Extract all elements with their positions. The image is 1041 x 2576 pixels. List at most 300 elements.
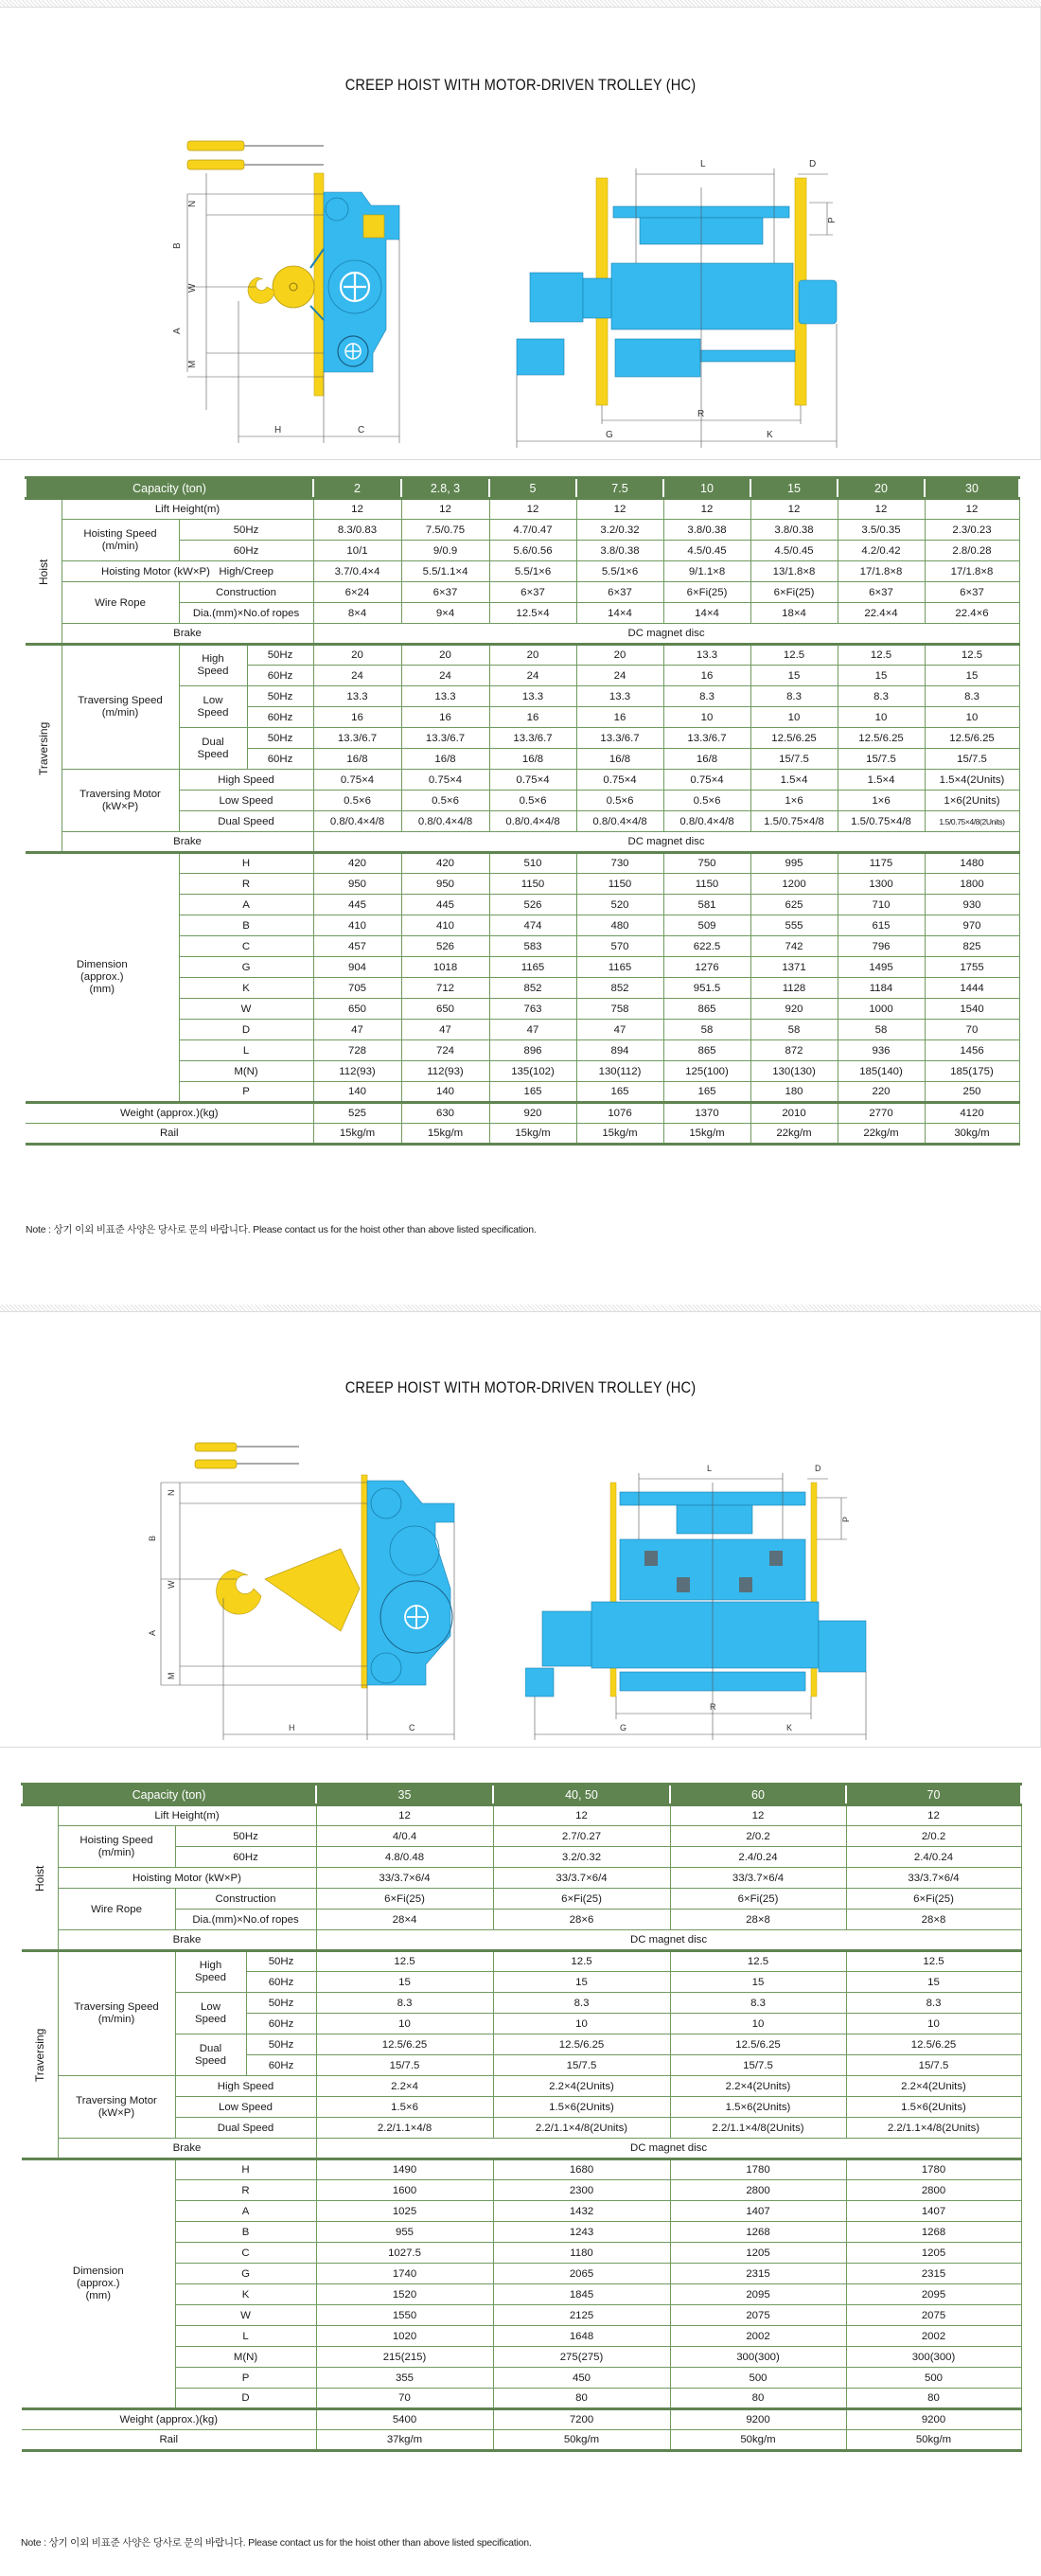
value-cell: 80: [493, 2389, 670, 2409]
value-cell: 14×4: [576, 603, 663, 624]
dim-label-n: N: [187, 200, 198, 207]
value-cell: 1076: [576, 1103, 663, 1124]
row-motor-high: [26, 770, 1019, 791]
capacity-header-row: [22, 1785, 1021, 1805]
dimension-key: B: [179, 915, 313, 936]
sub-label-line: Speed: [195, 1972, 226, 1983]
sub-label: [179, 645, 247, 686]
value-cell: 936: [838, 1040, 925, 1061]
dim-label-m: M: [167, 1672, 176, 1679]
value-cell: 13.3/6.7: [313, 728, 401, 749]
value-cell: 3.5/0.35: [838, 520, 925, 541]
dimension-key: D: [179, 1020, 313, 1040]
value-cell: 24: [401, 666, 489, 686]
value-cell: 15/7.5: [750, 749, 838, 770]
dimension-key: A: [179, 895, 313, 915]
value-cell: 920: [750, 999, 838, 1020]
value-cell: 0.5×6: [489, 791, 576, 811]
value-cell: 165: [576, 1082, 663, 1103]
value-cell: 5.5/1×6: [489, 561, 576, 582]
value-cell: 951.5: [663, 978, 750, 999]
value-cell: 12: [670, 1805, 846, 1826]
value-cell: 2065: [493, 2264, 670, 2284]
dim-label-r: R: [697, 409, 705, 419]
row-label-line: Hoisting Speed: [83, 527, 157, 540]
value-cell: 300(300): [670, 2347, 846, 2368]
value-cell: 215(215): [316, 2347, 493, 2368]
value-cell: 10: [838, 707, 925, 728]
dim-label-h: H: [274, 425, 282, 435]
capacity-col: 2.8, 3: [401, 478, 489, 499]
hook-block: [273, 266, 314, 308]
sub-label: [175, 1951, 246, 1993]
value-cell: 712: [401, 978, 489, 999]
value-cell: 12: [750, 499, 838, 520]
value-cell: 920: [489, 1103, 576, 1124]
value-cell: 12.5: [925, 645, 1019, 666]
value-cell: 728: [313, 1040, 401, 1061]
dim-label-a: A: [172, 328, 183, 334]
value-cell: 825: [925, 936, 1019, 957]
value-cell: 12: [313, 499, 401, 520]
value-cell: 0.75×4: [663, 770, 750, 791]
value-cell: 2075: [846, 2305, 1021, 2326]
value-cell: 13.3/6.7: [489, 728, 576, 749]
value-cell: 1648: [493, 2326, 670, 2347]
value-cell: 16: [489, 707, 576, 728]
value-cell: 6×Fi(25): [663, 582, 750, 603]
row-trav-high-50: [22, 1951, 1021, 1972]
dimension-key: W: [175, 2305, 316, 2326]
dimension-key: K: [179, 978, 313, 999]
value-cell: 125(100): [663, 1061, 750, 1082]
value-cell: 12.5/6.25: [838, 728, 925, 749]
sub-label-line: Dual: [202, 736, 224, 748]
value-cell: 420: [313, 853, 401, 874]
value-cell: 20: [576, 645, 663, 666]
spec-table-1: [25, 476, 1020, 1146]
value-cell: 1200: [750, 874, 838, 895]
hz-label: 60Hz: [247, 749, 313, 770]
capacity-col: 10: [663, 478, 750, 499]
value-cell: 724: [401, 1040, 489, 1061]
value-cell: 16/8: [576, 749, 663, 770]
value-cell: 6×37: [838, 582, 925, 603]
value-cell: 5.5/1×6: [576, 561, 663, 582]
capacity-col: 70: [846, 1785, 1021, 1805]
value-cell: 1×6(2Units): [925, 791, 1019, 811]
row-label-line: Traversing Speed: [78, 695, 163, 706]
row-hoisting-speed-50: [26, 520, 1019, 541]
value-cell: 10/1: [313, 541, 401, 561]
value-cell: 865: [663, 1040, 750, 1061]
group-traversing: [22, 1951, 58, 2159]
value-cell: 12.5: [846, 1951, 1021, 1972]
value-cell: 570: [576, 936, 663, 957]
value-cell: 50kg/m: [846, 2430, 1021, 2451]
dim-label-d: D: [809, 159, 817, 169]
value-cell: 6×Fi(25): [493, 1889, 670, 1910]
trolley-motor: [517, 339, 564, 375]
value-cell: 12: [576, 499, 663, 520]
value-cell: 12.5/6.25: [316, 2034, 493, 2055]
dimension-key: H: [179, 853, 313, 874]
dimension-key: A: [175, 2201, 316, 2222]
value-cell: 625: [750, 895, 838, 915]
value-cell: 894: [576, 1040, 663, 1061]
value-cell: 1000: [838, 999, 925, 1020]
value-cell: 0.8/0.4×4/8: [663, 811, 750, 832]
footnote-2: Note : 상기 이외 비표준 사양은 당사로 문의 바랍니다. Please contact us for the hoist other than above listed specification.: [21, 2537, 532, 2549]
value-cell: 1027.5: [316, 2243, 493, 2264]
value-cell: 6×37: [401, 582, 489, 603]
value-cell: 185(140): [838, 1061, 925, 1082]
value-cell: 22kg/m: [750, 1124, 838, 1145]
value-cell: 2315: [670, 2264, 846, 2284]
value-cell: 15: [846, 1972, 1021, 1993]
diagram-panel-1: [0, 8, 1041, 460]
dimension-key: L: [175, 2326, 316, 2347]
value-cell: 24: [489, 666, 576, 686]
value-cell: 50kg/m: [493, 2430, 670, 2451]
hz-label: 60Hz: [246, 1972, 316, 1993]
dim-label-n: N: [167, 1489, 176, 1496]
value-cell: 70: [925, 1020, 1019, 1040]
value-cell: 28×8: [846, 1910, 1021, 1930]
capacity-col: 40, 50: [493, 1785, 670, 1805]
value-cell: 16: [663, 666, 750, 686]
value-cell: 20: [401, 645, 489, 666]
value-cell: 8.3: [750, 686, 838, 707]
value-cell: 950: [313, 874, 401, 895]
capacity-header: Capacity (ton): [26, 478, 313, 499]
value-cell: 630: [401, 1103, 489, 1124]
value-cell: 3.8/0.38: [663, 520, 750, 541]
value-cell: 13.3/6.7: [576, 728, 663, 749]
row-label-line: Traversing Speed: [74, 2001, 159, 2013]
value-cell: 2.2×4(2Units): [493, 2076, 670, 2097]
value-cell: 1540: [925, 999, 1019, 1020]
value-cell: 510: [489, 853, 576, 874]
value-cell: 70: [316, 2389, 493, 2409]
hook-block: [265, 1549, 360, 1631]
sub-label: Low Speed: [175, 2097, 316, 2118]
sub-label-line: Low: [203, 694, 223, 706]
dimension-key: B: [175, 2222, 316, 2243]
value-cell: 9/0.9: [401, 541, 489, 561]
hz-label: 60Hz: [246, 2014, 316, 2034]
dimension-key: L: [179, 1040, 313, 1061]
value-cell: 4.5/0.45: [663, 541, 750, 561]
value-cell: 500: [846, 2368, 1021, 2389]
value-cell: 445: [313, 895, 401, 915]
value-cell: 12.5/6.25: [670, 2034, 846, 2055]
value-cell: 47: [313, 1020, 401, 1040]
value-cell: 525: [313, 1103, 401, 1124]
value-cell: 22.4×6: [925, 603, 1019, 624]
value-cell: 16/8: [489, 749, 576, 770]
value-cell: 0.75×4: [489, 770, 576, 791]
value-cell: 12: [316, 1805, 493, 1826]
value-cell: 15: [670, 1972, 846, 1993]
value-cell: 3.8/0.38: [576, 541, 663, 561]
value-cell: 2002: [846, 2326, 1021, 2347]
value-cell: 28×8: [670, 1910, 846, 1930]
value-cell: 10: [316, 2014, 493, 2034]
capacity-col: 15: [750, 478, 838, 499]
value-cell: 1780: [846, 2159, 1021, 2180]
value-cell: 15/7.5: [846, 2055, 1021, 2076]
value-cell: 1456: [925, 1040, 1019, 1061]
value-cell: 12: [401, 499, 489, 520]
row-label: Wire Rope: [58, 1889, 175, 1930]
value-cell: 14×4: [663, 603, 750, 624]
dimension-key: G: [175, 2264, 316, 2284]
value-cell: 18×4: [750, 603, 838, 624]
value-cell: 15: [925, 666, 1019, 686]
dim-label-g: G: [606, 430, 613, 440]
hz-label: 50Hz: [246, 1951, 316, 1972]
value-cell: 12.5: [493, 1951, 670, 1972]
row-label: Lift Height(m): [62, 499, 313, 520]
group-traversing-line: Traversing: [36, 721, 50, 775]
value-cell: 6×Fi(25): [670, 1889, 846, 1910]
row-label: Brake: [58, 1930, 316, 1951]
group-traversing-line: Traversing: [32, 2028, 46, 2082]
panel-title: CREEP HOIST WITH MOTOR-DRIVEN TROLLEY (HC): [344, 76, 697, 94]
value-cell: 275(275): [493, 2347, 670, 2368]
brake-fan: [799, 280, 837, 324]
value-cell: 526: [401, 936, 489, 957]
row-label: Weight (approx.)(kg): [26, 1103, 313, 1124]
value-cell: 12.5×4: [489, 603, 576, 624]
sub-label: Dual Speed: [175, 2118, 316, 2139]
row-label-line: Traversing Motor: [76, 2094, 157, 2106]
sub-label-line: Speed: [197, 706, 229, 719]
value-cell: 5.5/1.1×4: [401, 561, 489, 582]
value-cell: 8.3: [925, 686, 1019, 707]
value-cell: 742: [750, 936, 838, 957]
hz-label: 60Hz: [246, 2055, 316, 2076]
value-cell: 12: [489, 499, 576, 520]
value-cell: 15kg/m: [576, 1124, 663, 1145]
row-label: [26, 853, 179, 1103]
value-cell: 47: [489, 1020, 576, 1040]
row-label: Lift Height(m): [58, 1805, 316, 1826]
value-cell: 526: [489, 895, 576, 915]
sub-label-line: Speed: [195, 2013, 226, 2025]
value-cell: 10: [663, 707, 750, 728]
dimension-key: G: [179, 957, 313, 978]
value-cell: 58: [838, 1020, 925, 1040]
value-cell: 1×6: [838, 791, 925, 811]
value-cell: 0.75×4: [576, 770, 663, 791]
value-cell: 165: [663, 1082, 750, 1103]
value-cell: 1490: [316, 2159, 493, 2180]
value-cell: 47: [576, 1020, 663, 1040]
spec-table-2: [21, 1783, 1022, 2452]
sub-label: 60Hz: [175, 1847, 316, 1868]
value-cell: 5.6/0.56: [489, 541, 576, 561]
value-cell: 445: [401, 895, 489, 915]
value-cell: 2.2/1.1×4/8: [316, 2118, 493, 2139]
row-label: [62, 645, 179, 770]
value-cell: 450: [493, 2368, 670, 2389]
value-cell: 1407: [846, 2201, 1021, 2222]
value-cell: 6×Fi(25): [316, 1889, 493, 1910]
value-cell: 20: [489, 645, 576, 666]
value-cell: 8.3: [663, 686, 750, 707]
hoist-motor: [530, 273, 583, 322]
brake-fan: [819, 1621, 866, 1672]
value-cell: 10: [493, 2014, 670, 2034]
value-cell: 8.3: [316, 1993, 493, 2014]
value-cell: 2095: [670, 2284, 846, 2305]
value-cell: 4120: [925, 1103, 1019, 1124]
value-cell: 13/1.8×8: [750, 561, 838, 582]
dimension-key: P: [175, 2368, 316, 2389]
value-cell: 8.3: [493, 1993, 670, 2014]
value-cell: 852: [576, 978, 663, 999]
value-cell: 20: [313, 645, 401, 666]
value-cell: 1.5×6(2Units): [493, 2097, 670, 2118]
value-cell: 9200: [670, 2409, 846, 2430]
row-label-text: High/Creep: [219, 565, 273, 577]
value-cell: 2.2×4: [316, 2076, 493, 2097]
row-label-line: Dimension: [76, 959, 128, 970]
value-cell: 6×37: [925, 582, 1019, 603]
row-label: [58, 1826, 175, 1868]
value-cell: 1×6: [750, 791, 838, 811]
value-cell: 2315: [846, 2264, 1021, 2284]
hz-label: 50Hz: [246, 2034, 316, 2055]
front-view-diagram: [502, 140, 861, 453]
value-cell: 33/3.7×6/4: [846, 1868, 1021, 1889]
value-cell: 2.7/0.27: [493, 1826, 670, 1847]
capacity-header: Capacity (ton): [22, 1785, 316, 1805]
value-cell: 15/7.5: [838, 749, 925, 770]
value-cell: 2.2×4(2Units): [670, 2076, 846, 2097]
value-cell: 24: [313, 666, 401, 686]
sub-label: 50Hz: [179, 520, 313, 541]
dimension-key: H: [175, 2159, 316, 2180]
value-cell: 1740: [316, 2264, 493, 2284]
value-cell: 1300: [838, 874, 925, 895]
value-cell: 22kg/m: [838, 1124, 925, 1145]
value-cell: 865: [663, 999, 750, 1020]
value-cell: 2075: [670, 2305, 846, 2326]
row-weight: [26, 1103, 1019, 1124]
row-label-line: Traversing Motor: [79, 788, 161, 800]
value-cell: 1432: [493, 2201, 670, 2222]
value-cell: 2/0.2: [670, 1826, 846, 1847]
value-cell: 710: [838, 895, 925, 915]
row-hoist-brake: [22, 1930, 1021, 1951]
value-cell: 1.5×4(2Units): [925, 770, 1019, 791]
value-cell: 1.5×4: [838, 770, 925, 791]
capacity-col: 30: [925, 478, 1019, 499]
footnote-1: Note : 상기 이외 비표준 사양은 당사로 문의 바랍니다. Please contact us for the hoist other than above listed specification.: [26, 1224, 537, 1235]
brake-value: DC magnet disc: [313, 832, 1019, 853]
value-cell: 12: [846, 1805, 1021, 1826]
row-trav-high-50: [26, 645, 1019, 666]
value-cell: 16: [313, 707, 401, 728]
value-cell: 33/3.7×6/4: [493, 1868, 670, 1889]
value-cell: 0.5×6: [663, 791, 750, 811]
row-label: Hoisting Motor (kW×P): [58, 1868, 316, 1889]
value-cell: 15/7.5: [316, 2055, 493, 2076]
row-weight: [22, 2409, 1021, 2430]
row-lift-height: [26, 499, 1019, 520]
sub-label: 60Hz: [179, 541, 313, 561]
dimension-key: C: [179, 936, 313, 957]
row-hoisting-motor: [26, 561, 1019, 582]
row-label-line: (m/min): [101, 540, 139, 552]
value-cell: 0.8/0.4×4/8: [489, 811, 576, 832]
sub-label: Low Speed: [179, 791, 313, 811]
row-label-line: Hoisting Speed: [79, 1834, 153, 1846]
value-cell: 705: [313, 978, 401, 999]
dim-label-r: R: [710, 1702, 716, 1712]
sub-label: High Speed: [175, 2076, 316, 2097]
value-cell: 12.5: [750, 645, 838, 666]
value-cell: 872: [750, 1040, 838, 1061]
sub-label: 50Hz: [175, 1826, 316, 1847]
value-cell: 555: [750, 915, 838, 936]
value-cell: 6×Fi(25): [846, 1889, 1021, 1910]
value-cell: 17/1.8×8: [838, 561, 925, 582]
trolley-motor: [525, 1668, 554, 1697]
value-cell: 1243: [493, 2222, 670, 2243]
value-cell: 1755: [925, 957, 1019, 978]
value-cell: 37kg/m: [316, 2430, 493, 2451]
capacity-col: 5: [489, 478, 576, 499]
dim-label-b: B: [148, 1535, 157, 1541]
value-cell: 0.8/0.4×4/8: [576, 811, 663, 832]
value-cell: 4.5/0.45: [750, 541, 838, 561]
value-cell: 410: [313, 915, 401, 936]
pendant-switch-icon: [187, 141, 324, 169]
sub-label: [175, 2034, 246, 2076]
row-label: [58, 1951, 175, 2076]
value-cell: 17/1.8×8: [925, 561, 1019, 582]
group-hoist: [26, 499, 62, 645]
pendant-switch-icon: [195, 1443, 299, 1468]
value-cell: 509: [663, 915, 750, 936]
value-cell: 12: [493, 1805, 670, 1826]
value-cell: 10: [750, 707, 838, 728]
value-cell: 9200: [846, 2409, 1021, 2430]
value-cell: 15: [750, 666, 838, 686]
value-cell: 12.5/6.25: [846, 2034, 1021, 2055]
value-cell: 995: [750, 853, 838, 874]
value-cell: 30kg/m: [925, 1124, 1019, 1145]
capacity-col: 35: [316, 1785, 493, 1805]
value-cell: 13.3: [313, 686, 401, 707]
value-cell: 480: [576, 915, 663, 936]
row-label-line: (kW×P): [101, 800, 139, 812]
value-cell: 9×4: [401, 603, 489, 624]
value-cell: 10: [925, 707, 1019, 728]
value-cell: 2.2/1.1×4/8(2Units): [493, 2118, 670, 2139]
hoist-motor: [542, 1611, 591, 1666]
value-cell: 12.5/6.25: [493, 2034, 670, 2055]
sub-label: High Speed: [179, 770, 313, 791]
row-hoisting-speed-50: [22, 1826, 1021, 1847]
value-cell: 420: [401, 853, 489, 874]
dimension-key: K: [175, 2284, 316, 2305]
dimension-key: M(N): [179, 1061, 313, 1082]
